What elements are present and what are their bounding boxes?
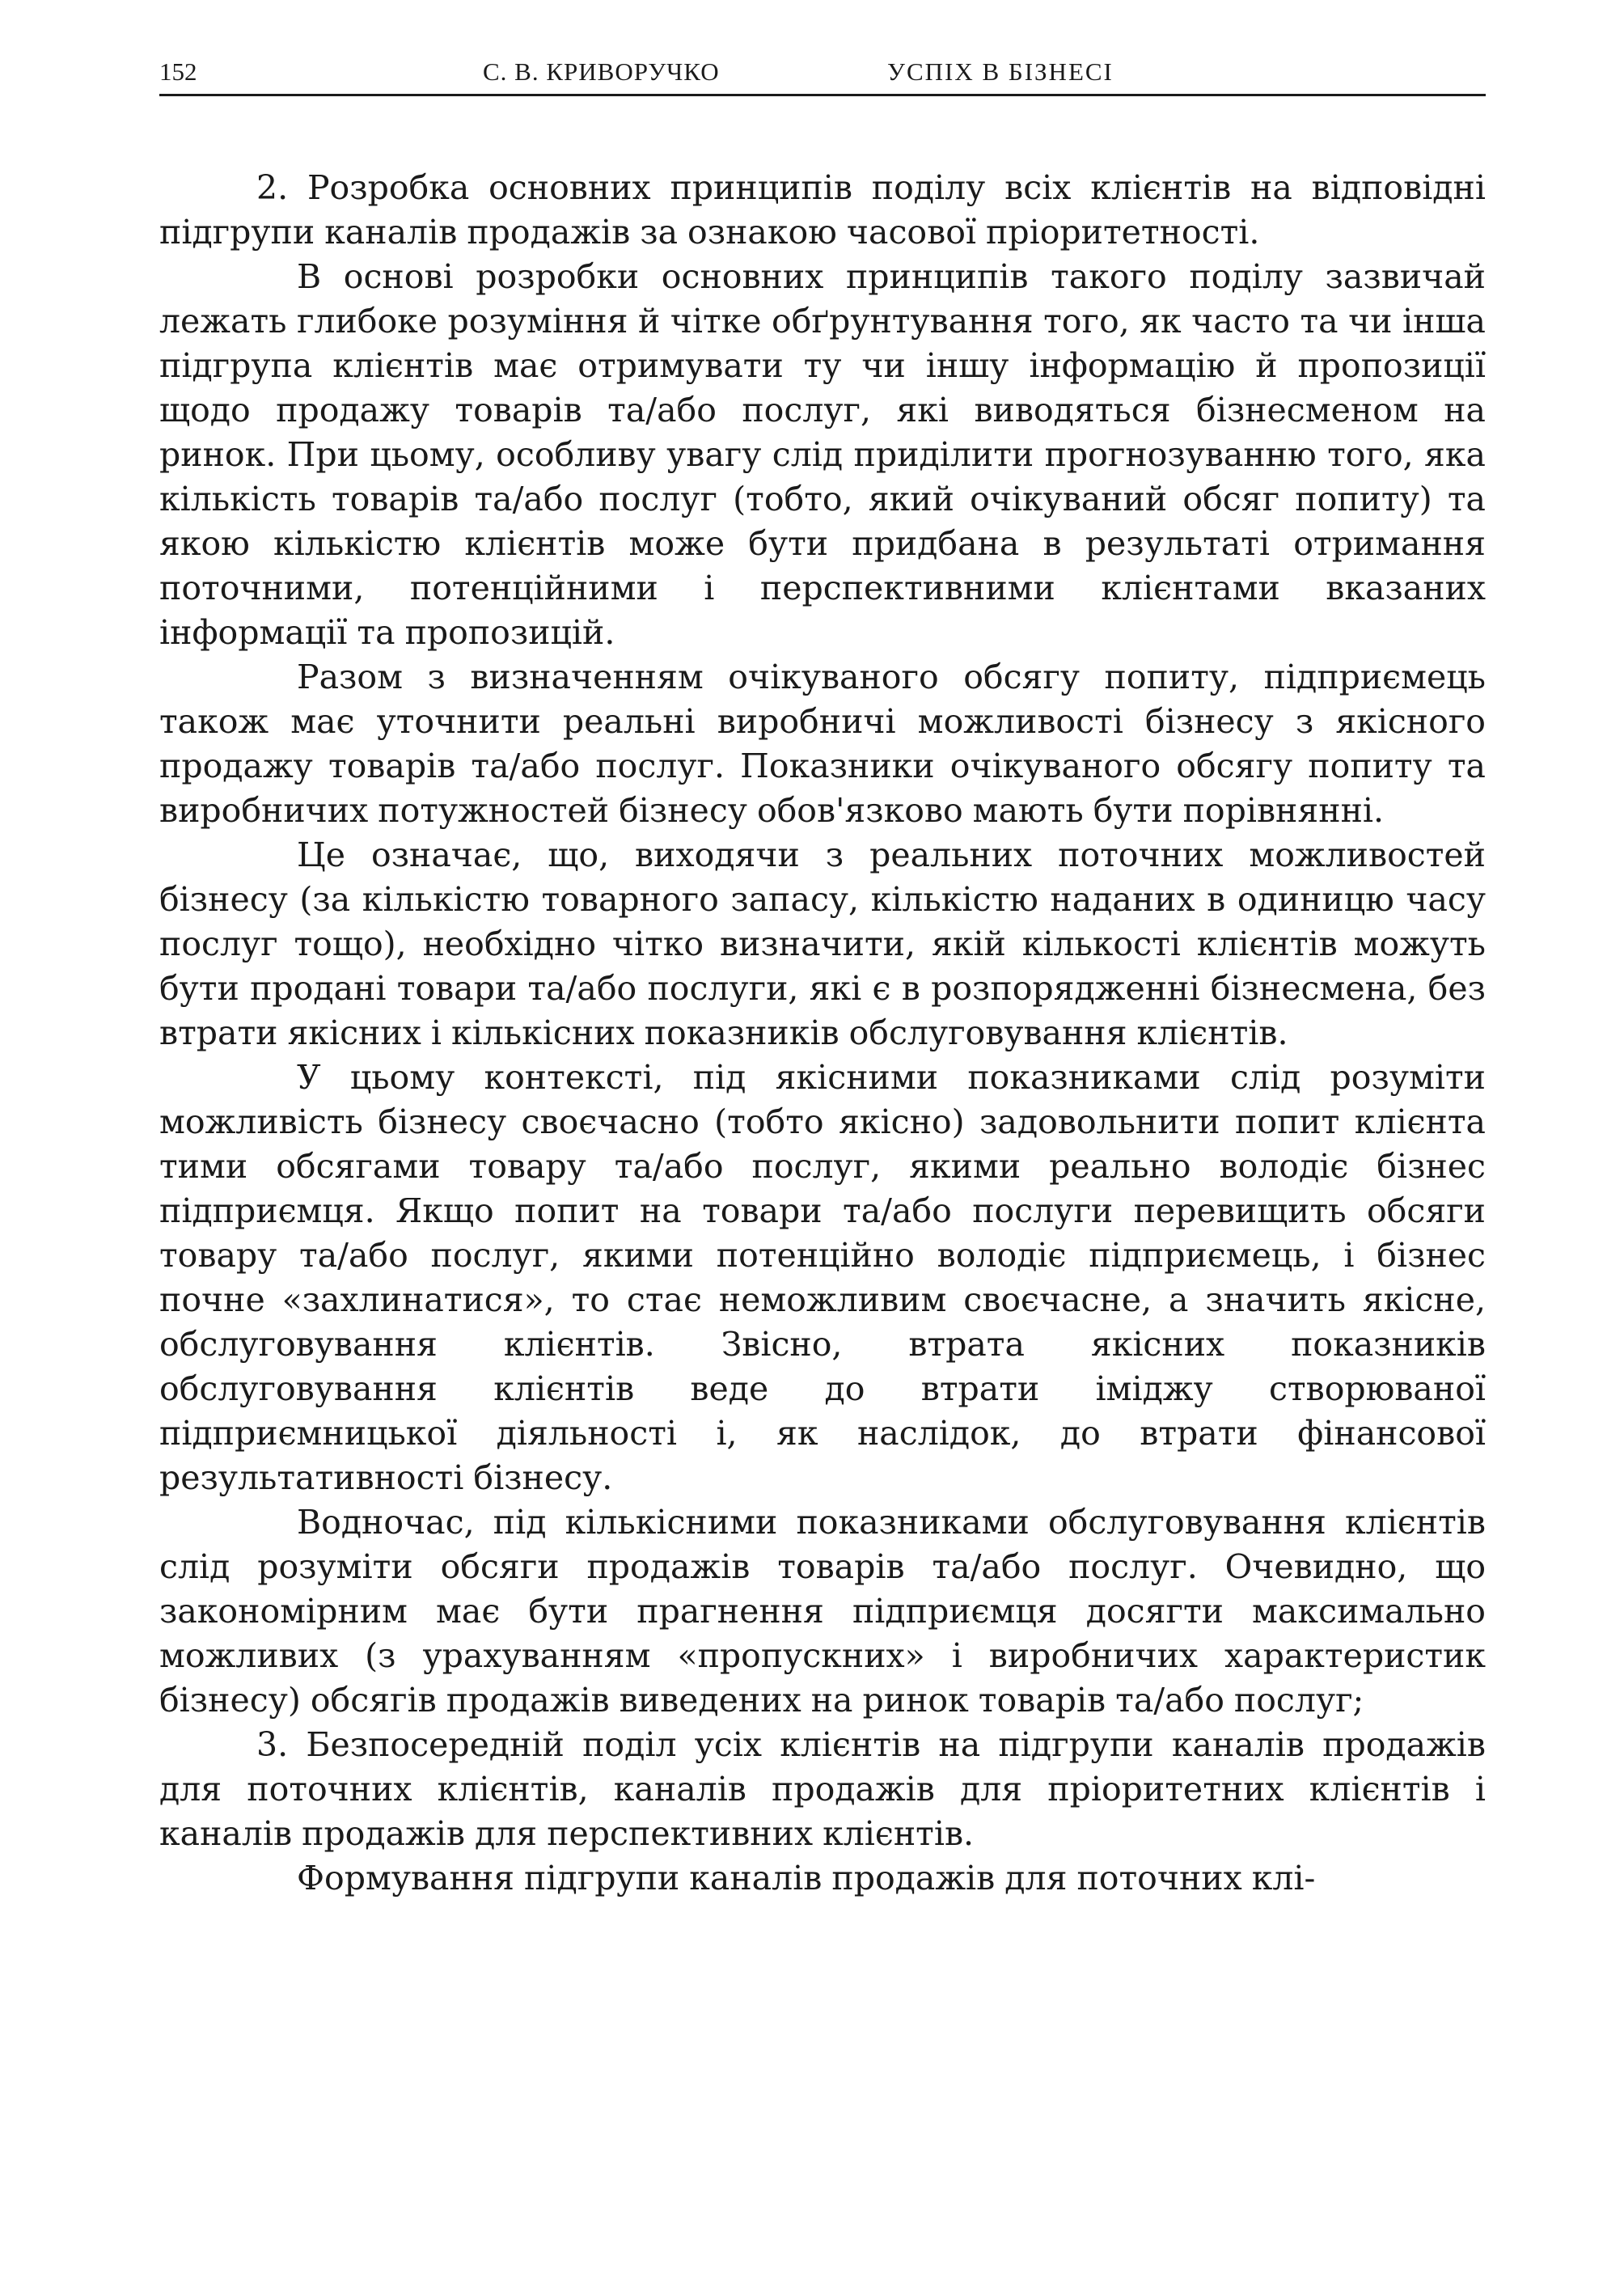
body-text (159, 166, 1486, 1901)
paragraph: Водночас, під кількісними показниками обслуговування клієнтів слід розуміти обсяги продажів товарів та/або послуг. Очевидно, що закономірним має бути прагнення підприємця досягти максимально можливих (з урахуванням «пропускних» і виробничих характеристик бізнесу) обсягів продажів виведених на ринок товарів та/або послуг; (159, 1503, 1486, 1720)
paragraph: Це означає, що, виходячи з реальних поточних можливостей бізнесу (за кількістю товарного запасу, кількістю наданих в одиницю часу послуг тощо), необхідно чітко визначити, якій кількості клієнтів можуть бути продані товари та/або послуги, які є в розпорядженні бізнесмена, без втрати якісних і кількісних показників обслуговування клієнтів. (159, 836, 1486, 1052)
paragraph: 2. Розробка основних принципів поділу всіх клієнтів на відповідні підгрупи каналів продажів за ознакою часової пріоритетності. (159, 168, 1486, 252)
running-header (159, 53, 1486, 96)
paragraph: В основі розробки основних принципів такого поділу зазвичай лежать глибоке розуміння й чітке обґрунтування того, як часто та чи інша підгрупа клієнтів має отримувати ту чи іншу інформацію й пропозиції щодо продажу товарів та/або послуг, які виводяться бізнесменом на ринок. При цьому, особливу увагу слід приділити прогнозуванню того, яка кількість товарів та/або послуг (тобто, який очікуваний обсяг попиту) та якою кількістю клієнтів може бути придбана в результаті отримання поточними, потенційними і перспективними клієнтами вказаних інформації та пропозицій. (159, 257, 1486, 652)
paragraph: 3. Безпосередній поділ усіх клієнтів на підгрупи каналів продажів для поточних клієнтів, каналів продажів для пріоритетних клієнтів і каналів продажів для перспективних клієнтів. (159, 1725, 1486, 1853)
paragraph: Формування підгрупи каналів продажів для поточних клі- (297, 1859, 1316, 1897)
paragraph: У цьому контексті, під якісними показниками слід розуміти можливість бізнесу своєчасно (тобто якісно) задовольнити попит клієнта тими обсягами товару та/або послуг, якими реально володіє бізнес підприємця. Якщо попит на товари та/або послуги перевищить обсяги товару та/або послуг, якими потенційно володіє підприємець, і бізнес почне «захлинатися», то стає неможливим своєчасне, а значить якісне, обслуговування клієнтів. Звісно, втрата якісних показників обслуговування клієнтів веде до втрати іміджу створюваної підприємницької діяльності і, як наслідок, до втрати фінансової результативності бізнесу. (159, 1058, 1486, 1497)
paragraph: Разом з визначенням очікуваного обсягу попиту, підприємець також має уточнити реальні виробничі можливості бізнесу з якісного продажу товарів та/або послуг. Показники очікуваного обсягу попиту та виробничих потужностей бізнесу обов'язково мають бути порівнянні. (159, 658, 1486, 830)
page-number: 152 (159, 57, 197, 86)
running-book-title: УСПІХ В БІЗНЕСІ (887, 57, 1114, 86)
running-author: С. В. КРИВОРУЧКО (483, 57, 720, 86)
